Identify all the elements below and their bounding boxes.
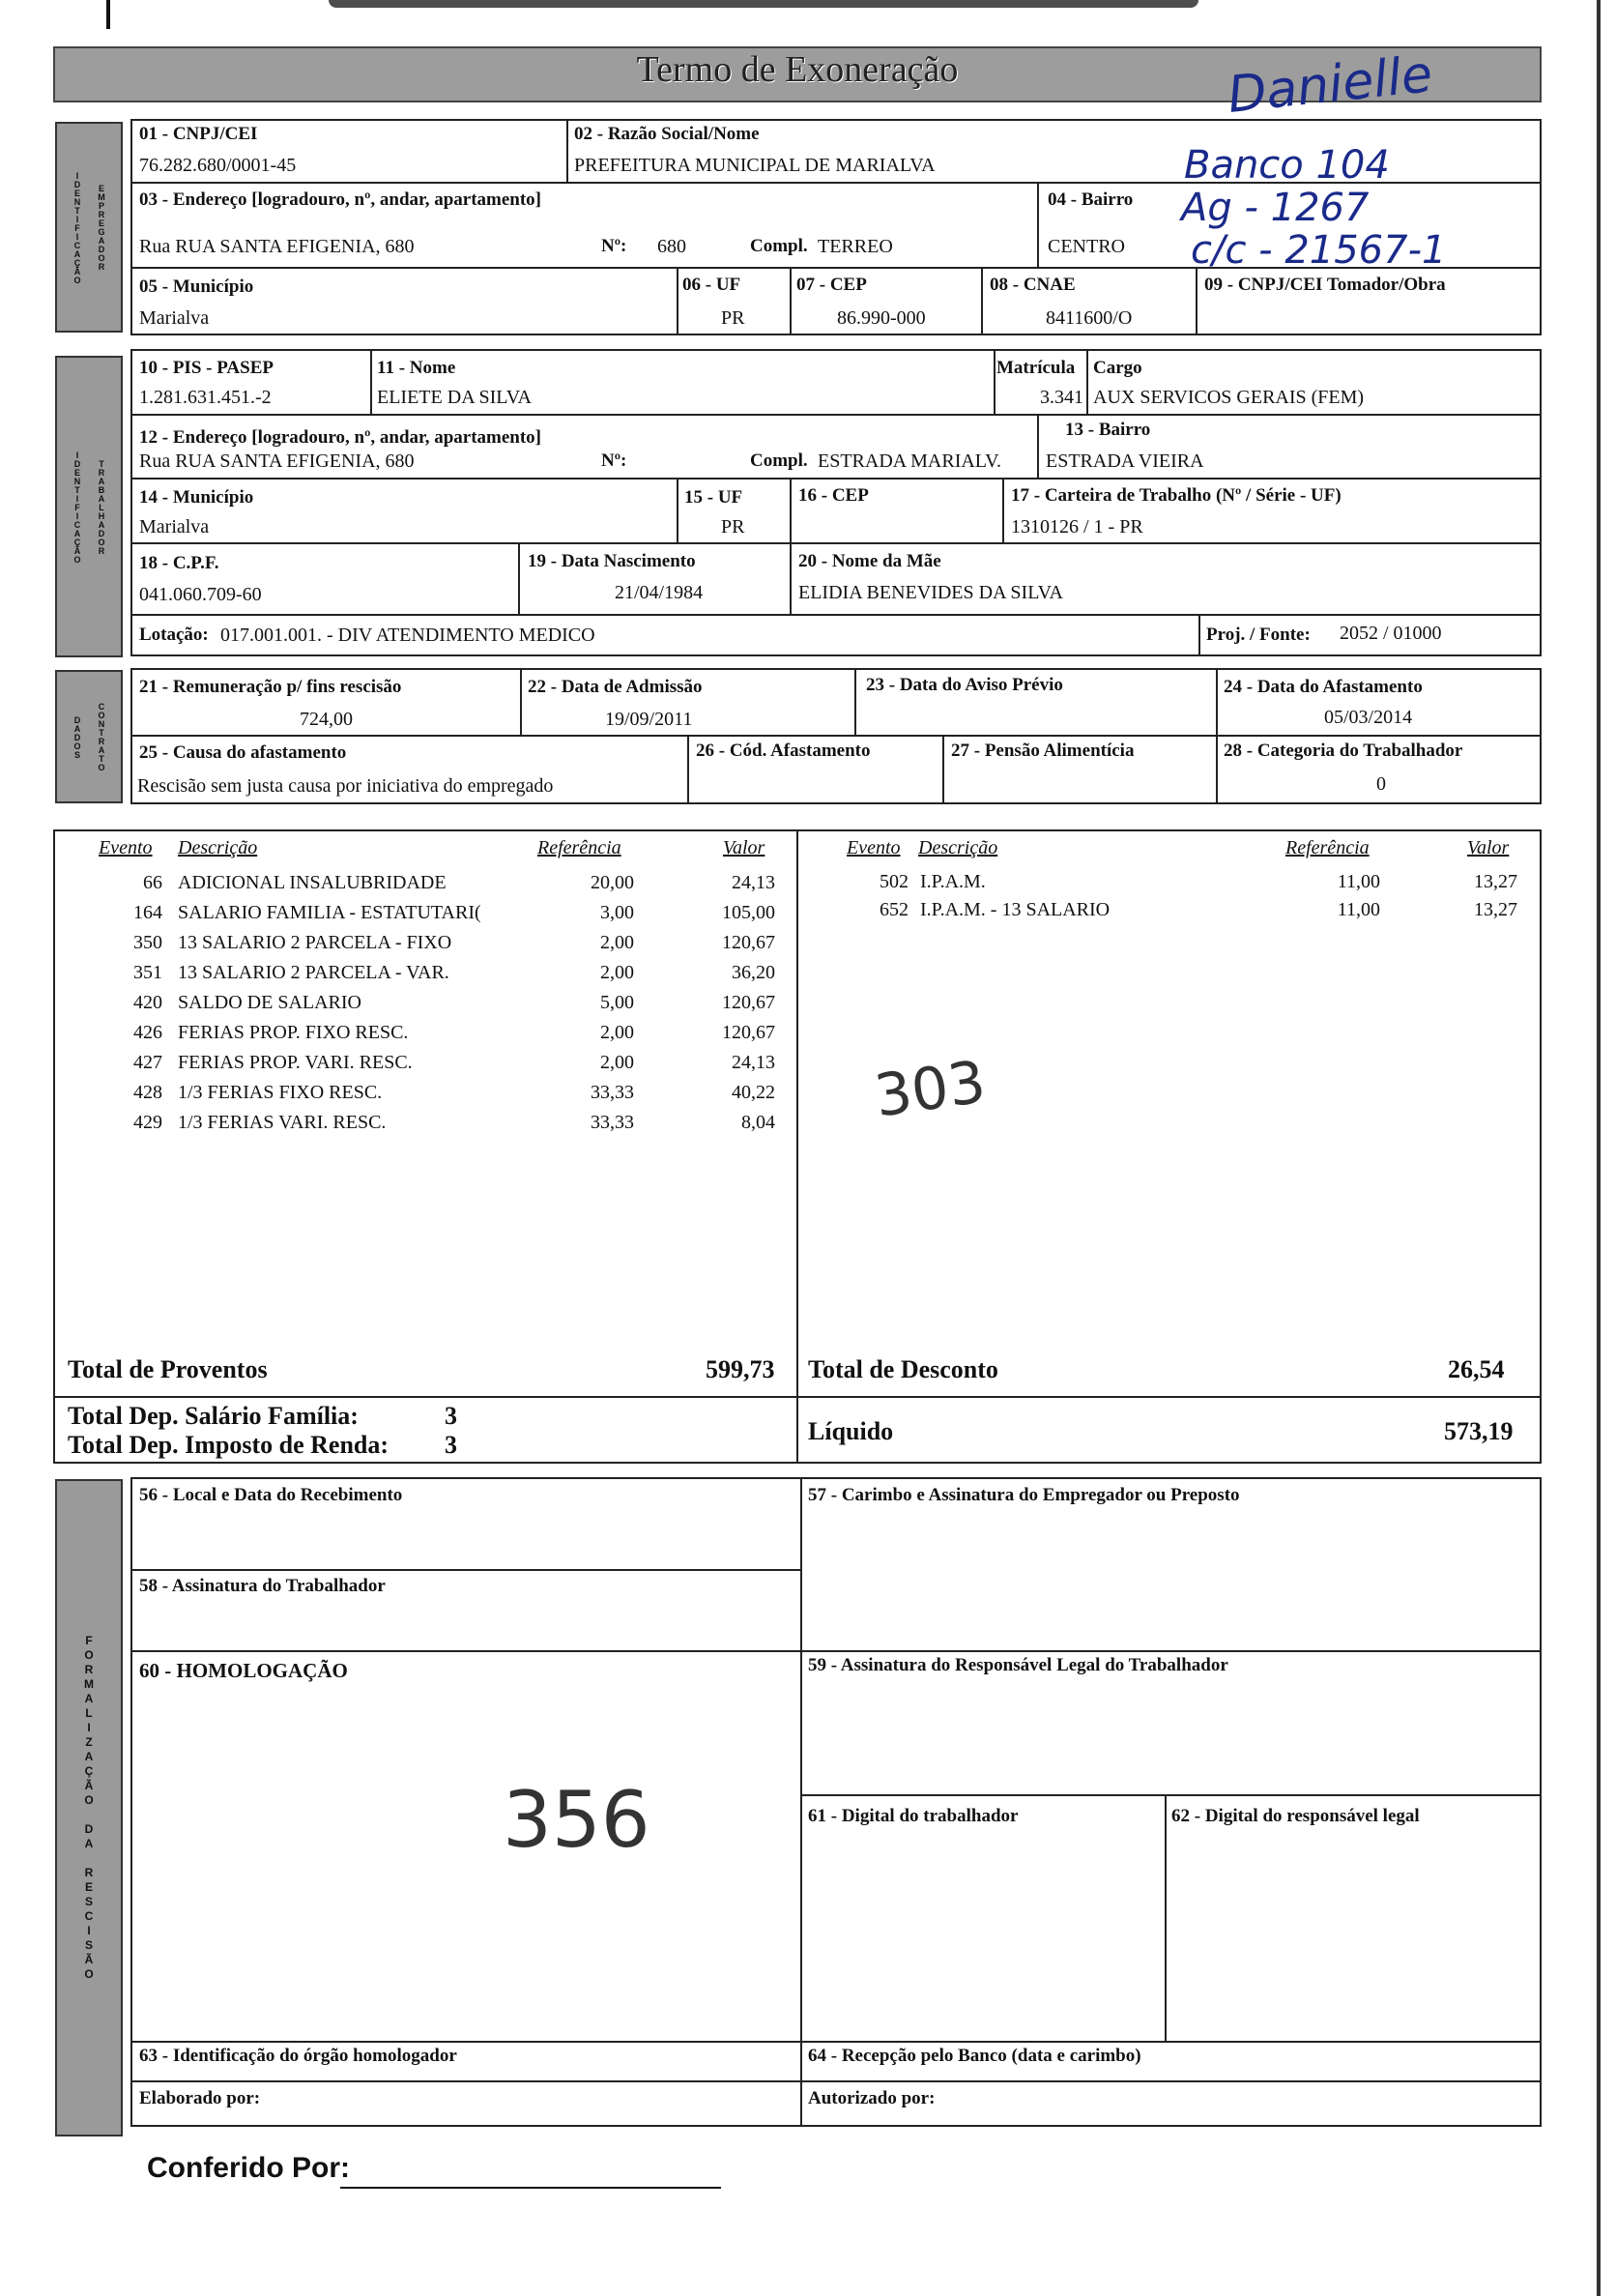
earning-desc: SALDO DE SALARIO — [178, 992, 361, 1013]
cause-label: 25 - Causa do afastamento — [139, 742, 347, 763]
earning-ref: 5,00 — [600, 992, 634, 1013]
razao-social-label: 02 - Razão Social/Nome — [574, 124, 760, 144]
field-64-label: 64 - Recepção pelo Banco (data e carimbo) — [808, 2046, 1141, 2066]
employer-uf-value: PR — [721, 307, 745, 329]
cnpj-value: 76.282.680/0001-45 — [139, 155, 297, 176]
worker-name-value: ELIETE DA SILVA — [377, 387, 532, 408]
earning-value: 120,67 — [722, 1022, 775, 1043]
earning-code: 426 — [133, 1022, 162, 1043]
side-employer-word1: IDENTIFICAÇÃO — [72, 170, 82, 284]
cpf-value: 041.060.709-60 — [139, 584, 262, 605]
worker-district-value: ESTRADA VIEIRA — [1046, 450, 1204, 472]
earnings-descricao-header: Descrição — [178, 837, 258, 858]
total-proventos-value: 599,73 — [706, 1355, 775, 1383]
pis-label: 10 - PIS - PASEP — [139, 358, 274, 378]
employer-district-value: CENTRO — [1048, 236, 1125, 257]
earnings-evento-header: Evento — [99, 837, 153, 858]
side-contract-word3: CONTRATO — [97, 702, 106, 771]
earning-desc: SALARIO FAMILIA - ESTATUTARI( — [178, 902, 481, 923]
cnpj-label: 01 - CNPJ/CEI — [139, 124, 258, 144]
deduction-desc: I.P.A.M. — [920, 871, 986, 892]
handwritten-number-mid: 303 — [870, 1048, 990, 1131]
proj-value: 2052 / 01000 — [1340, 623, 1442, 644]
side-employer-word3: EMPREGADOR — [97, 184, 106, 271]
field-60-label: 60 - HOMOLOGAÇÃO — [139, 1659, 348, 1682]
side-worker-word1: IDENTIFICAÇÃO — [72, 450, 82, 564]
earning-code: 66 — [143, 872, 162, 893]
admission-label: 22 - Data de Admissão — [528, 677, 703, 697]
deductions-descricao-header: Descrição — [918, 837, 998, 858]
pis-value: 1.281.631.451.-2 — [139, 387, 272, 408]
employer-address-value: Rua RUA SANTA EFIGENIA, 680 — [139, 236, 415, 257]
employer-compl-value: TERREO — [818, 236, 893, 257]
handwritten-agency: Ag - 1267 — [1181, 186, 1370, 230]
employer-city-value: Marialva — [139, 307, 210, 329]
total-proventos-label: Total de Proventos — [68, 1355, 268, 1383]
worker-cep-label: 16 - CEP — [798, 485, 869, 506]
field-57-label: 57 - Carimbo e Assinatura do Empregador ou Preposto — [808, 1485, 1240, 1505]
earning-ref: 2,00 — [600, 962, 634, 983]
matricula-value: 3.341 — [1040, 387, 1083, 408]
earning-code: 429 — [133, 1112, 162, 1133]
field-56-label: 56 - Local e Data do Recebimento — [139, 1485, 403, 1505]
employer-number-value: 680 — [657, 236, 686, 257]
earning-desc: 1/3 FERIAS VARI. RESC. — [178, 1112, 387, 1133]
liquido-label: Líquido — [808, 1417, 894, 1445]
side-contract-word1: DADOS — [72, 714, 82, 759]
worker-address-value: Rua RUA SANTA EFIGENIA, 680 — [139, 450, 415, 472]
employer-compl-label: Compl. — [750, 236, 808, 256]
razao-social-value: PREFEITURA MUNICIPAL DE MARIALVA — [574, 155, 936, 176]
field-62-label: 62 - Digital do responsável legal — [1171, 1806, 1420, 1826]
earning-ref: 2,00 — [600, 932, 634, 953]
earning-ref: 33,33 — [591, 1112, 634, 1133]
earning-value: 36,20 — [732, 962, 775, 983]
worker-compl-value: ESTRADA MARIALV. — [818, 450, 1002, 472]
earning-ref: 3,00 — [600, 902, 634, 923]
dep-salario-familia-value: 3 — [445, 1402, 457, 1430]
total-desconto-value: 26,54 — [1448, 1355, 1505, 1383]
admission-value: 19/09/2011 — [605, 709, 693, 730]
earning-value: 120,67 — [722, 992, 775, 1013]
cause-value: Rescisão sem justa causa por iniciativa do empregado — [137, 775, 554, 797]
deduction-value: 13,27 — [1474, 871, 1517, 892]
remun-value: 724,00 — [300, 709, 353, 730]
earning-code: 420 — [133, 992, 162, 1013]
deduction-ref: 11,00 — [1337, 899, 1380, 920]
deduction-code: 502 — [880, 871, 909, 892]
earning-code: 428 — [133, 1082, 162, 1103]
worker-name-label: 11 - Nome — [377, 358, 456, 378]
cnae-label: 08 - CNAE — [990, 275, 1076, 295]
earning-desc: 13 SALARIO 2 PARCELA - FIXO — [178, 932, 452, 953]
notice-label: 23 - Data do Aviso Prévio — [866, 675, 1063, 695]
cpf-label: 18 - C.P.F. — [139, 553, 219, 573]
lotacao-label: Lotação: — [139, 625, 209, 645]
cnae-value: 8411600/O — [1046, 307, 1133, 329]
employer-cep-label: 07 - CEP — [796, 275, 867, 295]
deduction-code: 652 — [880, 899, 909, 920]
formalization-section — [130, 1477, 1542, 2127]
field-61-label: 61 - Digital do trabalhador — [808, 1806, 1019, 1826]
employer-district-label: 04 - Bairro — [1048, 189, 1134, 210]
code-label: 26 - Cód. Afastamento — [696, 741, 871, 761]
matricula-label: Matrícula — [996, 358, 1076, 378]
liquido-value: 573,19 — [1444, 1417, 1514, 1445]
earning-value: 8,04 — [741, 1112, 775, 1133]
field-63-label: 63 - Identificação do órgão homologador — [139, 2046, 457, 2066]
worker-uf-label: 15 - UF — [684, 487, 743, 508]
dep-imposto-renda-value: 3 — [445, 1431, 457, 1459]
earning-code: 351 — [133, 962, 162, 983]
dep-imposto-renda-label: Total Dep. Imposto de Renda: — [68, 1431, 390, 1459]
handwritten-name: Danielle — [1225, 45, 1435, 125]
earning-value: 105,00 — [722, 902, 775, 923]
mother-label: 20 - Nome da Mãe — [798, 551, 941, 571]
worker-compl-label: Compl. — [750, 450, 808, 471]
ctps-label: 17 - Carteira de Trabalho (Nº / Série - UF) — [1011, 485, 1342, 506]
page-title: Termo de Exoneração — [636, 49, 959, 90]
deduction-value: 13,27 — [1474, 899, 1517, 920]
side-formalization-text: FORMALIZAÇÃO DA RESCISÃO — [82, 1634, 96, 1982]
ctps-value: 1310126 / 1 - PR — [1011, 516, 1143, 538]
earning-value: 120,67 — [722, 932, 775, 953]
employer-number-label: Nº: — [601, 236, 627, 256]
category-value: 0 — [1376, 773, 1386, 795]
earning-ref: 20,00 — [591, 872, 634, 893]
lotacao-value: 017.001.001. - DIV ATENDIMENTO MEDICO — [220, 625, 595, 646]
earning-code: 350 — [133, 932, 162, 953]
autorizado-label: Autorizado por: — [808, 2088, 936, 2108]
earning-desc: FERIAS PROP. FIXO RESC. — [178, 1022, 409, 1043]
side-label-employer — [55, 122, 123, 333]
conferido-label: Conferido Por: — [147, 2152, 350, 2184]
scan-edge-mark — [329, 0, 1198, 8]
worker-city-label: 14 - Município — [139, 487, 254, 508]
handwritten-number-bottom: 356 — [503, 1775, 650, 1865]
field-59-label: 59 - Assinatura do Responsável Legal do Trabalhador — [808, 1655, 1228, 1675]
worker-address-label: 12 - Endereço [logradouro, nº, andar, apartamento] — [139, 427, 542, 448]
deductions-evento-header: Evento — [847, 837, 901, 858]
earning-value: 24,13 — [732, 1052, 775, 1073]
employer-uf-label: 06 - UF — [682, 275, 741, 295]
deduction-desc: I.P.A.M. - 13 SALARIO — [920, 899, 1111, 920]
dep-salario-familia-label: Total Dep. Salário Família: — [68, 1402, 359, 1430]
earnings-referencia-header: Referência — [537, 837, 621, 858]
remun-label: 21 - Remuneração p/ fins rescisão — [139, 677, 402, 697]
mother-value: ELIDIA BENEVIDES DA SILVA — [798, 582, 1063, 603]
earning-code: 164 — [133, 902, 162, 923]
side-label-worker — [55, 356, 123, 657]
deductions-referencia-header: Referência — [1285, 837, 1370, 858]
total-desconto-label: Total de Desconto — [808, 1355, 998, 1383]
birth-value: 21/04/1984 — [615, 582, 704, 603]
handwritten-bank: Banco 104 — [1184, 143, 1390, 188]
employer-city-label: 05 - Município — [139, 276, 254, 297]
elaborado-label: Elaborado por: — [139, 2088, 261, 2108]
earning-desc: FERIAS PROP. VARI. RESC. — [178, 1052, 413, 1073]
worker-district-label: 13 - Bairro — [1065, 420, 1151, 440]
earning-value: 40,22 — [732, 1082, 775, 1103]
earning-desc: ADICIONAL INSALUBRIDADE — [178, 872, 447, 893]
worker-number-label: Nº: — [601, 450, 627, 471]
leave-value: 05/03/2014 — [1324, 707, 1413, 728]
earning-ref: 2,00 — [600, 1022, 634, 1043]
field-58-label: 58 - Assinatura do Trabalhador — [139, 1576, 386, 1596]
side-label-contract — [55, 670, 123, 803]
worker-city-value: Marialva — [139, 516, 210, 538]
earning-desc: 13 SALARIO 2 PARCELA - VAR. — [178, 962, 449, 983]
worker-uf-value: PR — [721, 516, 745, 538]
employer-cep-value: 86.990-000 — [837, 307, 926, 329]
category-label: 28 - Categoria do Trabalhador — [1224, 741, 1463, 761]
alimony-label: 27 - Pensão Alimentícia — [951, 741, 1135, 761]
scan-edge-mark-right — [1597, 0, 1601, 2296]
earnings-valor-header: Valor — [723, 837, 765, 858]
tomador-label: 09 - CNPJ/CEI Tomador/Obra — [1204, 275, 1446, 295]
earning-code: 427 — [133, 1052, 162, 1073]
birth-label: 19 - Data Nascimento — [528, 551, 696, 571]
leave-label: 24 - Data do Afastamento — [1224, 677, 1423, 697]
earning-desc: 1/3 FERIAS FIXO RESC. — [178, 1082, 383, 1103]
proj-label: Proj. / Fonte: — [1206, 625, 1311, 645]
conferido-signature-line[interactable] — [340, 2187, 721, 2189]
employer-address-label: 03 - Endereço [logradouro, nº, andar, apartamento] — [139, 189, 542, 210]
earning-ref: 2,00 — [600, 1052, 634, 1073]
earning-ref: 33,33 — [591, 1082, 634, 1103]
deduction-ref: 11,00 — [1337, 871, 1380, 892]
cargo-value: AUX SERVICOS GERAIS (FEM) — [1093, 387, 1365, 408]
cargo-label: Cargo — [1093, 358, 1142, 378]
deductions-valor-header: Valor — [1467, 837, 1510, 858]
handwritten-account: c/c - 21567-1 — [1191, 228, 1447, 273]
side-worker-word3: TRABALHADOR — [97, 458, 106, 555]
side-label-formalization — [55, 1479, 123, 2136]
earning-value: 24,13 — [732, 872, 775, 893]
scan-edge-mark-left — [106, 0, 110, 29]
